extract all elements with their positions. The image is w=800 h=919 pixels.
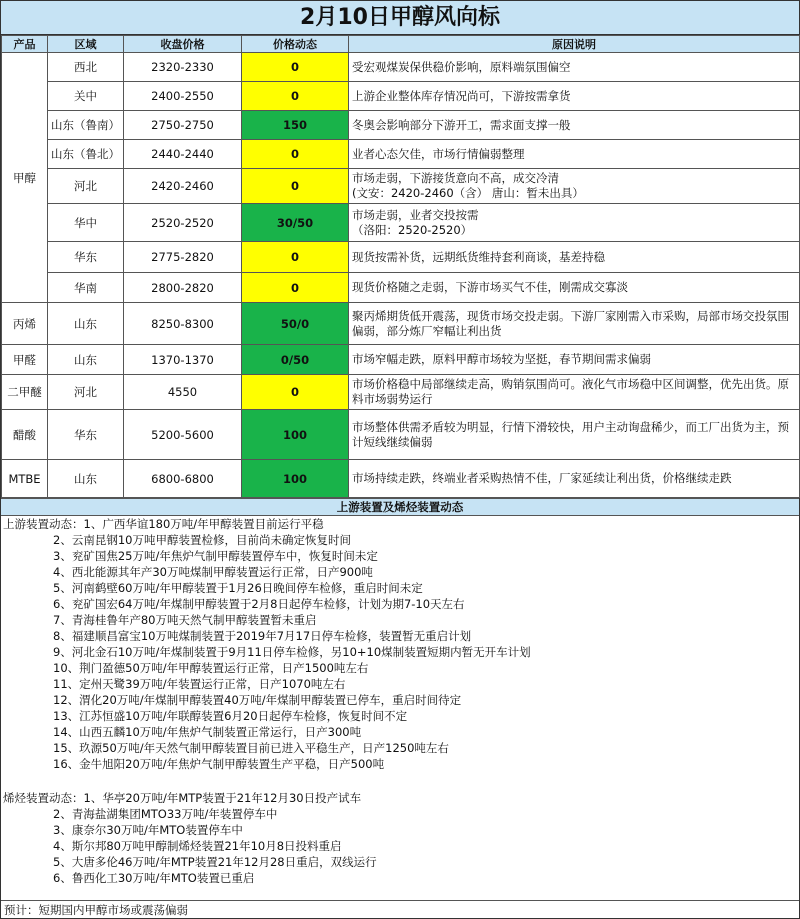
reason-cell: 市场整体供需矛盾较为明显，行情下滑较快，用户主动询盘稀少，而工厂出货为主，预计短线继续偏弱 bbox=[349, 410, 800, 460]
price-cell: 2800-2820 bbox=[124, 273, 242, 303]
list-item bbox=[3, 580, 799, 596]
table-row bbox=[2, 111, 800, 140]
region-cell: 河北 bbox=[48, 169, 124, 204]
reason-cell: 现货按需补货，远期纸货维持套利商谈，基差持稳 bbox=[349, 242, 800, 273]
upstream-dynamics bbox=[1, 516, 799, 772]
list-item bbox=[3, 660, 799, 676]
region-cell: 山东 bbox=[48, 345, 124, 375]
price-cell: 2400-2550 bbox=[124, 82, 242, 111]
table-row bbox=[2, 303, 800, 345]
reason-cell: 市场走弱，下游接货意向不高，成交冷清 (文安：2420-2460（含） 唐山：暂未出具） bbox=[349, 169, 800, 204]
reason-cell: 受宏观煤炭保供稳价影响，原料端氛围偏空 bbox=[349, 53, 800, 82]
list-item bbox=[3, 516, 799, 532]
section-title: 上游装置及烯烃装置动态 bbox=[1, 498, 799, 516]
region-cell: 华南 bbox=[48, 273, 124, 303]
item-text: 2、云南昆钢10万吨甲醇装置检修，目前尚未确定恢复时间 bbox=[53, 533, 351, 547]
price-cell: 2520-2520 bbox=[124, 204, 242, 242]
list-item bbox=[3, 612, 799, 628]
item-text: 13、江苏恒盛10万吨/年联醇装置6月20日起停车检修，恢复时间不定 bbox=[53, 709, 408, 723]
reason-cell: 现货价格随之走弱，下游市场买气不佳，刚需成交寡淡 bbox=[349, 273, 800, 303]
list-item bbox=[3, 854, 799, 870]
item-text: 7、青海桂鲁年产80万吨天然气制甲醇装置暂未重启 bbox=[53, 613, 317, 627]
product-cell: 甲醇 bbox=[2, 53, 48, 303]
spacer bbox=[1, 772, 799, 790]
reason-cell: 市场走弱，业者交投按需 （洛阳：2520-2520） bbox=[349, 204, 800, 242]
table-row bbox=[2, 410, 800, 460]
region-cell: 山东 bbox=[48, 303, 124, 345]
table-row bbox=[2, 273, 800, 303]
list-item bbox=[3, 756, 799, 772]
change-cell: 0 bbox=[242, 273, 349, 303]
product-cell: 醋酸 bbox=[2, 410, 48, 460]
list-item bbox=[3, 564, 799, 580]
table-row bbox=[2, 375, 800, 410]
price-cell: 2775-2820 bbox=[124, 242, 242, 273]
reason-cell: 冬奥会影响部分下游开工，需求面支撑一般 bbox=[349, 111, 800, 140]
header-reason: 原因说明 bbox=[349, 36, 800, 53]
item-text: 9、河北金石10万吨/年煤制装置于9月11日停车检修，另10+10煤制装置短期内暂无开车计划 bbox=[53, 645, 531, 659]
price-cell: 2750-2750 bbox=[124, 111, 242, 140]
change-cell: 50/0 bbox=[242, 303, 349, 345]
item-text: 12、渭化20万吨/年煤制甲醇装置40万吨/年煤制甲醇装置已停车，重启时间待定 bbox=[53, 693, 462, 707]
item-text: 11、定州天鹭39万吨/年装置运行正常，日产1070吨左右 bbox=[53, 677, 346, 691]
change-cell: 0 bbox=[242, 375, 349, 410]
header-change: 价格动态 bbox=[242, 36, 349, 53]
change-cell: 100 bbox=[242, 410, 349, 460]
change-cell: 0 bbox=[242, 53, 349, 82]
list-item bbox=[3, 822, 799, 838]
reason-cell: 市场持续走跌，终端业者采购热情不佳，厂家延续让利出货，价格继续走跌 bbox=[349, 460, 800, 498]
price-cell: 8250-8300 bbox=[124, 303, 242, 345]
item-text: 2、青海盐湖集团MTO33万吨/年装置停车中 bbox=[53, 807, 278, 821]
table-row bbox=[2, 460, 800, 498]
item-text: 6、鲁西化工30万吨/年MTO装置已重启 bbox=[53, 871, 255, 885]
table-row bbox=[2, 204, 800, 242]
list-item bbox=[3, 870, 799, 886]
page-title: 2月10日甲醇风向标 bbox=[1, 1, 799, 35]
price-cell: 2440-2440 bbox=[124, 140, 242, 169]
item-text: 1、广西华谊180万吨/年甲醇装置目前运行平稳 bbox=[83, 517, 324, 531]
list-item bbox=[3, 532, 799, 548]
item-text: 6、兖矿国宏64万吨/年煤制甲醇装置于2月8日起停车检修，计划为期7-10天左右 bbox=[53, 597, 465, 611]
region-cell: 华东 bbox=[48, 242, 124, 273]
region-cell: 河北 bbox=[48, 375, 124, 410]
list-item bbox=[3, 708, 799, 724]
region-cell: 华东 bbox=[48, 410, 124, 460]
item-text: 16、金牛旭阳20万吨/年焦炉气制甲醇装置生产平稳，日产500吨 bbox=[53, 757, 385, 771]
region-cell: 关中 bbox=[48, 82, 124, 111]
item-text: 3、康奈尔30万吨/年MTO装置停车中 bbox=[53, 823, 243, 837]
reason-cell: 业者心态欠佳，市场行情偏弱整理 bbox=[349, 140, 800, 169]
price-table bbox=[1, 35, 800, 498]
change-cell: 0/50 bbox=[242, 345, 349, 375]
list-item bbox=[3, 628, 799, 644]
item-text: 8、福建顺昌富宝10万吨煤制装置于2019年7月17日停车检修，装置暂无重启计划 bbox=[53, 629, 472, 643]
item-text: 14、山西五麟10万吨/年焦炉气制装置正常运行，日产300吨 bbox=[53, 725, 362, 739]
product-cell: 甲醛 bbox=[2, 345, 48, 375]
price-cell: 5200-5600 bbox=[124, 410, 242, 460]
item-text: 5、河南鹤壁60万吨/年甲醇装置于1月26日晚间停车检修，重启时间未定 bbox=[53, 581, 423, 595]
change-cell: 0 bbox=[242, 242, 349, 273]
product-cell: MTBE bbox=[2, 460, 48, 498]
reason-cell: 聚丙烯期货低开震荡，现货市场交投走弱。下游厂家刚需入市采购，局部市场交投氛围偏弱，部分炼厂窄幅让利出货 bbox=[349, 303, 800, 345]
block-label: 上游装置动态： bbox=[3, 517, 84, 531]
header-product: 产品 bbox=[2, 36, 48, 53]
product-cell: 二甲醚 bbox=[2, 375, 48, 410]
header-price: 收盘价格 bbox=[124, 36, 242, 53]
item-text: 10、荆门盈德50万吨/年甲醇装置运行正常，日产1500吨左右 bbox=[53, 661, 369, 675]
item-text: 3、兖矿国焦25万吨/年焦炉气制甲醇装置停车中，恢复时间未定 bbox=[53, 549, 378, 563]
region-cell: 西北 bbox=[48, 53, 124, 82]
change-cell: 100 bbox=[242, 460, 349, 498]
list-item bbox=[3, 838, 799, 854]
product-cell: 丙烯 bbox=[2, 303, 48, 345]
region-cell: 山东（鲁南） bbox=[48, 111, 124, 140]
table-row bbox=[2, 169, 800, 204]
item-text: 4、斯尔邦80万吨甲醇制烯烃装置21年10月8日投料重启 bbox=[53, 839, 342, 853]
change-cell: 150 bbox=[242, 111, 349, 140]
header-region: 区域 bbox=[48, 36, 124, 53]
list-item bbox=[3, 740, 799, 756]
list-item bbox=[3, 790, 799, 806]
list-item bbox=[3, 596, 799, 612]
reason-cell: 市场价格稳中局部继续走高，购销氛围尚可。液化气市场稳中区间调整，优先出货。原料市场弱势运行 bbox=[349, 375, 800, 410]
price-cell: 6800-6800 bbox=[124, 460, 242, 498]
item-text: 1、华亭20万吨/年MTP装置于21年12月30日投产试车 bbox=[83, 791, 362, 805]
change-cell: 0 bbox=[242, 82, 349, 111]
other-product-rows bbox=[2, 303, 800, 498]
table-row bbox=[2, 242, 800, 273]
list-item bbox=[3, 692, 799, 708]
forecast: 预计：短期国内甲醇市场或震荡偏弱 bbox=[1, 900, 799, 918]
table-row bbox=[2, 140, 800, 169]
region-cell: 山东 bbox=[48, 460, 124, 498]
item-text: 4、西北能源其年产30万吨煤制甲醇装置运行正常，日产900吨 bbox=[53, 565, 373, 579]
olefin-dynamics bbox=[1, 790, 799, 886]
header-row bbox=[2, 36, 800, 53]
price-cell: 4550 bbox=[124, 375, 242, 410]
reason-cell: 市场窄幅走跌，原料甲醇市场较为坚挺，春节期间需求偏弱 bbox=[349, 345, 800, 375]
price-cell: 1370-1370 bbox=[124, 345, 242, 375]
price-cell: 2320-2330 bbox=[124, 53, 242, 82]
region-cell: 华中 bbox=[48, 204, 124, 242]
region-cell: 山东（鲁北） bbox=[48, 140, 124, 169]
reason-cell: 上游企业整体库存情况尚可，下游按需拿货 bbox=[349, 82, 800, 111]
list-item bbox=[3, 724, 799, 740]
list-item bbox=[3, 548, 799, 564]
table-row bbox=[2, 345, 800, 375]
change-cell: 0 bbox=[242, 140, 349, 169]
table-row bbox=[2, 82, 800, 111]
item-text: 5、大唐多伦46万吨/年MTP装置21年12月28日重启，双线运行 bbox=[53, 855, 377, 869]
block-label: 烯烃装置动态： bbox=[3, 791, 84, 805]
price-cell: 2420-2460 bbox=[124, 169, 242, 204]
list-item bbox=[3, 644, 799, 660]
list-item bbox=[3, 676, 799, 692]
table-row bbox=[2, 53, 800, 82]
change-cell: 0 bbox=[242, 169, 349, 204]
methanol-rows bbox=[2, 53, 800, 303]
list-item bbox=[3, 806, 799, 822]
item-text: 15、玖源50万吨/年天然气制甲醇装置目前已进入平稳生产，日产1250吨左右 bbox=[53, 741, 449, 755]
change-cell: 30/50 bbox=[242, 204, 349, 242]
